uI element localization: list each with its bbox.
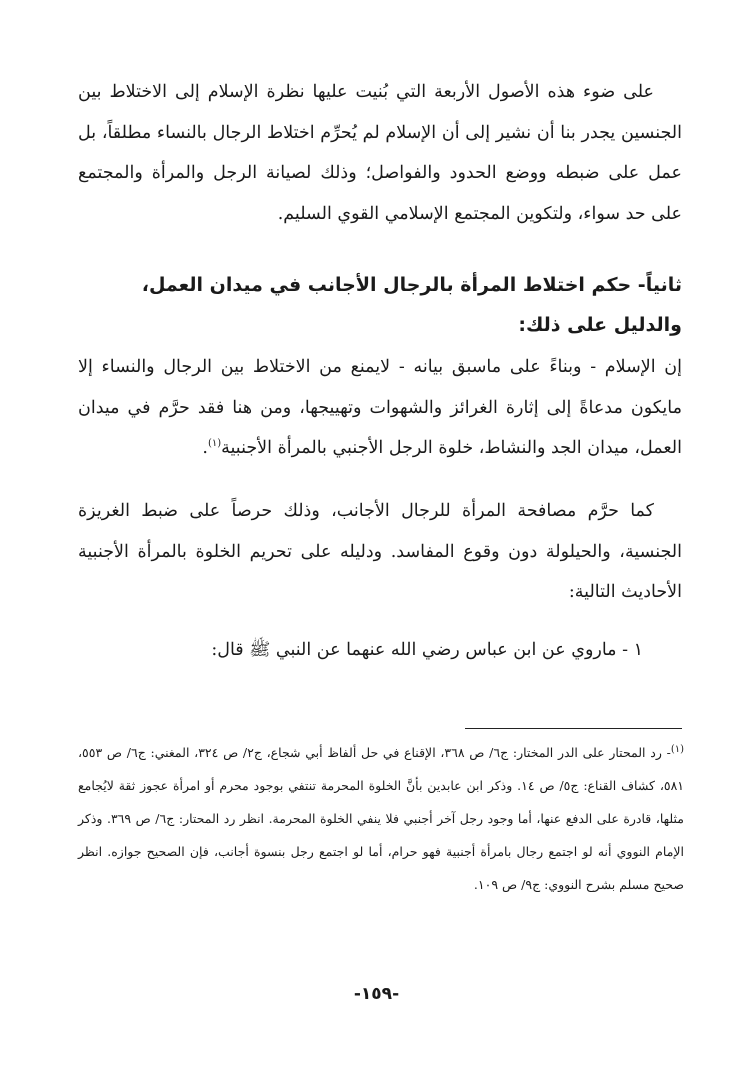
paragraph-2-end: . xyxy=(202,438,208,458)
footnote-reference: (١) xyxy=(207,438,222,450)
page-number: -١٥٩- xyxy=(353,984,400,1004)
body-paragraph-2 xyxy=(78,347,682,469)
paragraph-2-text: إن الإسلام - وبناءً على ماسبق بيانه - لايمنع من الاختلاط بين الرجال والنساء إلا مايكون مدعاةً إلى إثارة الغرائز والشهوات وتهييجها، ومن هنا فقد حرَّم في ميدان العمل، ميدان الجد والنشاط، خلوة الرجل الأجنبي بالمرأة الأجنبية xyxy=(78,357,682,458)
footnote xyxy=(78,736,684,901)
footnote-text: - رد المحتار على الدر المختار: ج٦/ ص ٣٦٨، الإقناع في حل ألفاظ أبي شجاع، ج٢/ ص ٣٢٤، المغني: ج٦/ ص ٥٥٣، ٥٨١، كشاف القناع: ج٥/ ص ١٤. وذكر ابن عابدين بأنَّ الخلوة المحرمة تنتفي بوجود محرم أو امرأة عجوز ثقة لايُجامع مثلها، قادرة على الدفع عنها، أما وجود رجل آخر أجنبي فلا ينفي الخلوة المحرمة. انظر رد المحتار: ج٦/ ص ٣٦٩. وذكر الإمام النووي أنه لو اجتمع رجال بامرأة أجنبية فهو حرام، أما لو اجتمع رجل بنسوة أجانب، فإن الصحيح جوازه. انظر صحيح مسلم بشرح النووي: ج٩/ ص ١٠٩. xyxy=(78,745,685,892)
body-paragraph-1 xyxy=(78,72,682,234)
paragraph-3-text: كما حرَّم مصافحة المرأة للرجال الأجانب، وذلك حرصاً على ضبط الغريزة الجنسية، والحيلولة دون وقوع المفاسد. ودليله على تحريم الخلوة بالمرأة الأجنبية الأحاديث التالية: xyxy=(78,501,682,602)
body-paragraph-3 xyxy=(78,491,682,613)
paragraph-1-text: على ضوء هذه الأصول الأربعة التي بُنيت عليها نظرة الإسلام إلى الاختلاط بين الجنسين يجدر بنا أن نشير إلى أن الإسلام لم يُحرِّم اختلاط الرجال بالنساء مطلقاً، بل عمل على ضبطه ووضع الحدود والفواصل؛ وذلك لصيانة الرجل والمرأة والمجتمع على حد سواء، ولتكوين المجتمع الإسلامي القوي السليم. xyxy=(78,82,682,224)
section-heading: ثانياً- حكم اختلاط المرأة بالرجال الأجانب في ميدان العمل، والدليل على ذلك: xyxy=(141,274,682,336)
hadith-intro-line: ١ - ماروي عن ابن عباس رضي الله عنهما عن النبي ﷺ قال: xyxy=(211,640,643,660)
footnote-separator xyxy=(465,728,682,729)
footnote-marker: (١) xyxy=(670,743,684,755)
